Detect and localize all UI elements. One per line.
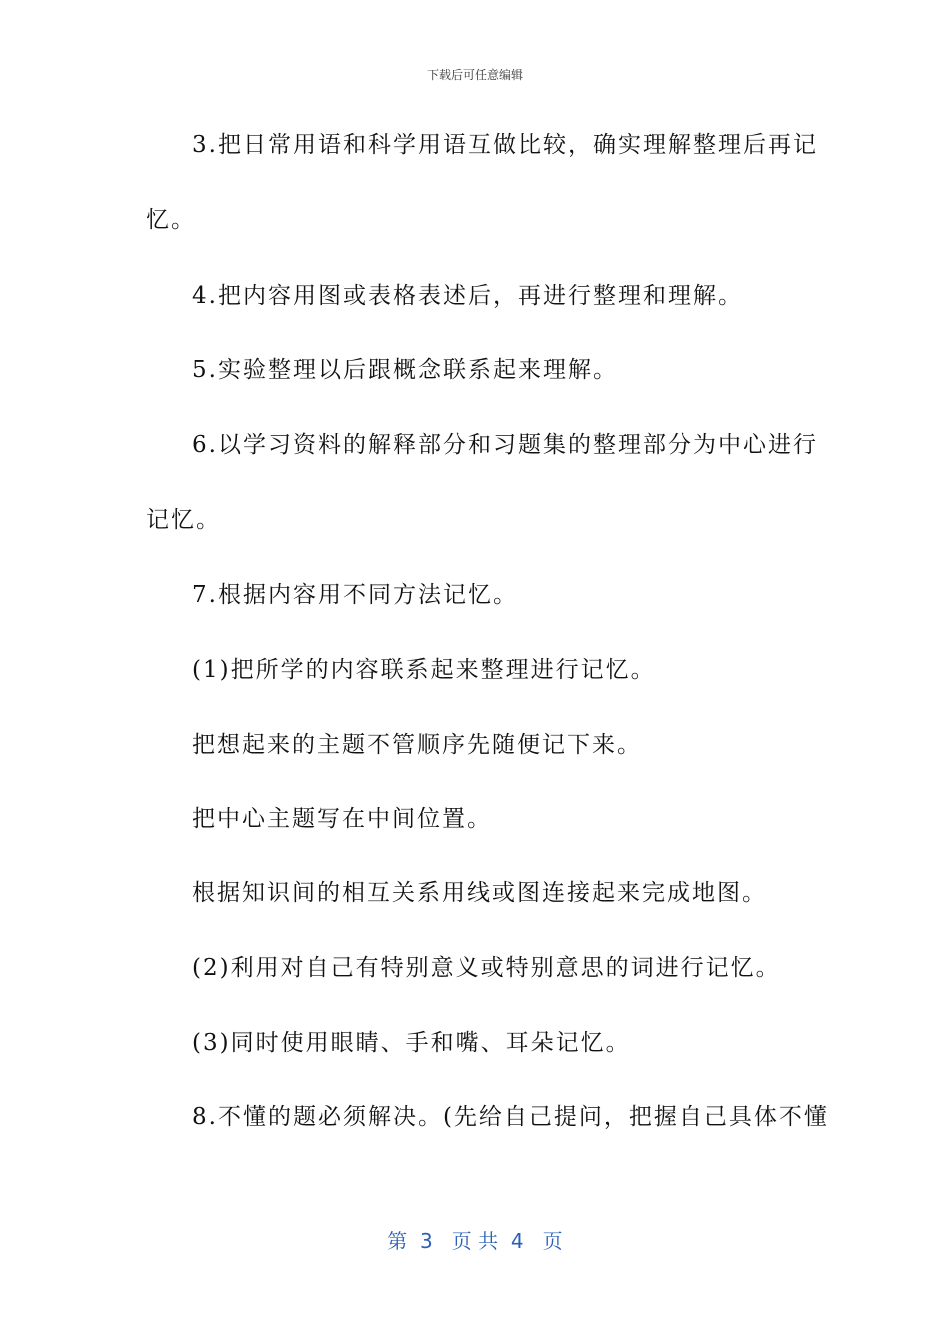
paragraph-line: 5.实验整理以后跟概念联系起来理解。 <box>192 357 618 383</box>
paragraph-line: 把想起来的主题不管顺序先随便记下来。 <box>192 732 642 758</box>
page-number-label: 第 3 页 共 4 页 <box>387 1229 563 1253</box>
paragraph-line: 忆。 <box>146 207 196 233</box>
paragraph-line: 根据知识间的相互关系用线或图连接起来完成地图。 <box>192 880 767 906</box>
paragraph-line: 8.不懂的题必须解决。(先给自己提问，把握自己具体不懂 <box>192 1104 829 1130</box>
page-footer <box>0 1225 950 1254</box>
page-header: 下载后可任意编辑 <box>426 68 523 82</box>
paragraph-line: 把中心主题写在中间位置。 <box>192 806 492 832</box>
paragraph-line: 6.以学习资料的解释部分和习题集的整理部分为中心进行 <box>192 432 818 458</box>
paragraph-line: 4.把内容用图或表格表述后，再进行整理和理解。 <box>192 283 743 309</box>
paragraph-line: (2)利用对自己有特别意义或特别意思的词进行记忆。 <box>192 955 781 981</box>
paragraph-line: 7.根据内容用不同方法记忆。 <box>192 582 518 608</box>
paragraph-line: (1)把所学的内容联系起来整理进行记忆。 <box>192 657 656 683</box>
paragraph-line: (3)同时使用眼睛、手和嘴、耳朵记忆。 <box>192 1030 631 1056</box>
paragraph-line: 记忆。 <box>146 507 221 533</box>
paragraph-line: 3.把日常用语和科学用语互做比较，确实理解整理后再记 <box>192 132 818 158</box>
